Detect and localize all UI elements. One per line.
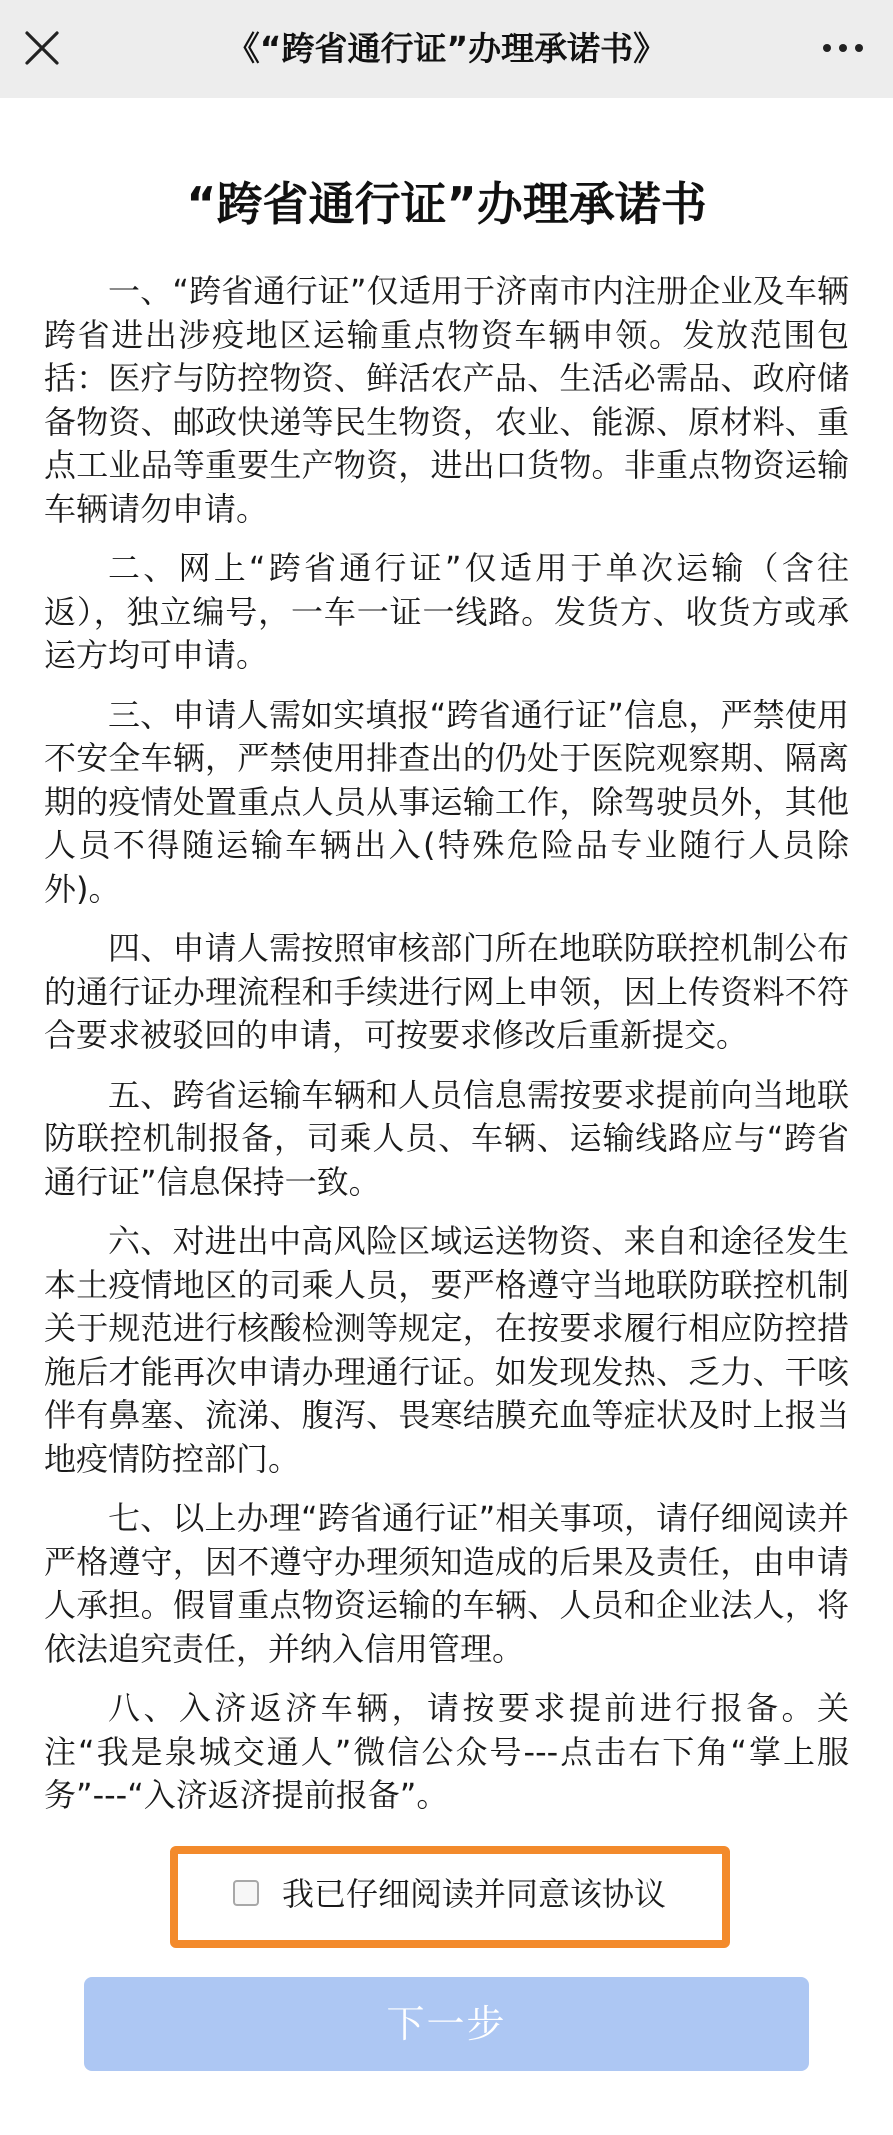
clause-3: 三、申请人需如实填报“跨省通行证”信息，严禁使用不安全车辆，严禁使用排查出的仍处于医院观察期、隔离期的疫情处置重点人员从事运输工作，除驾驶员外，其他人员不得随运输车辆出入(特殊危险品专业随行人员除外)。 [44, 695, 849, 908]
clause-4: 四、申请人需按照审核部门所在地联防联控机制公布的通行证办理流程和手续进行网上申领，因上传资料不符合要求被驳回的申请，可按要求修改后重新提交。 [44, 929, 849, 1054]
clause-6: 六、对进出中高风险区域运送物资、来自和途径发生本土疫情地区的司乘人员，要严格遵守当地联防联控机制关于规范进行核酸检测等规定，在按要求履行相应防控措施后才能再次申请办理通行证。如发现发热、乏力、干咳伴有鼻塞、流涕、腹泻、畏寒结膜充血等症状及时上报当地疫情防控部门。 [44, 1222, 849, 1478]
more-options-button[interactable] [821, 28, 865, 68]
close-button[interactable] [22, 28, 62, 68]
close-icon [22, 28, 62, 68]
agreement-label[interactable]: 我已仔细阅读并同意该协议 [282, 1875, 667, 1913]
document-title: “跨省通行证”办理承诺书 [186, 177, 707, 231]
clause-5: 五、跨省运输车辆和人员信息需按要求提前向当地联防联控机制报备，司乘人员、车辆、运输线路应与“跨省通行证”信息保持一致。 [44, 1075, 849, 1201]
agreement-checkbox[interactable] [233, 1880, 259, 1906]
clause-8: 八、入济返济车辆，请按要求提前进行报备。关注“我是泉城交通人”微信公众号---点击右下角“掌上服务”---“入济返济提前报备”。 [44, 1689, 849, 1814]
more-icon [821, 28, 865, 68]
clause-2: 二、网上“跨省通行证”仅适用于单次运输（含往返），独立编号，一车一证一线路。发货方、收货方或承运方均可申请。 [44, 549, 849, 674]
next-step-button[interactable]: 下一步 [84, 1977, 809, 2071]
page-title: 《“跨省通行证”办理承诺书》 [226, 29, 667, 68]
clause-list [44, 270, 849, 1834]
clause-1: 一、“跨省通行证”仅适用于济南市内注册企业及车辆跨省进出涉疫地区运输重点物资车辆申领。发放范围包括：医疗与防控物资、鲜活农产品、生活必需品、政府储备物资、邮政快递等民生物资，农业、能源、原材料、重点工业品等重要生产物资，进出口货物。非重点物资运输车辆请勿申请。 [44, 272, 849, 528]
clause-7: 七、以上办理“跨省通行证”相关事项，请仔细阅读并严格遵守，因不遵守办理须知造成的后果及责任，由申请人承担。假冒重点物资运输的车辆、人员和企业法人，将依法追究责任，并纳入信用管理。 [44, 1499, 849, 1668]
agreement-consent-box[interactable] [170, 1846, 730, 1948]
top-navigation-bar [0, 0, 893, 98]
